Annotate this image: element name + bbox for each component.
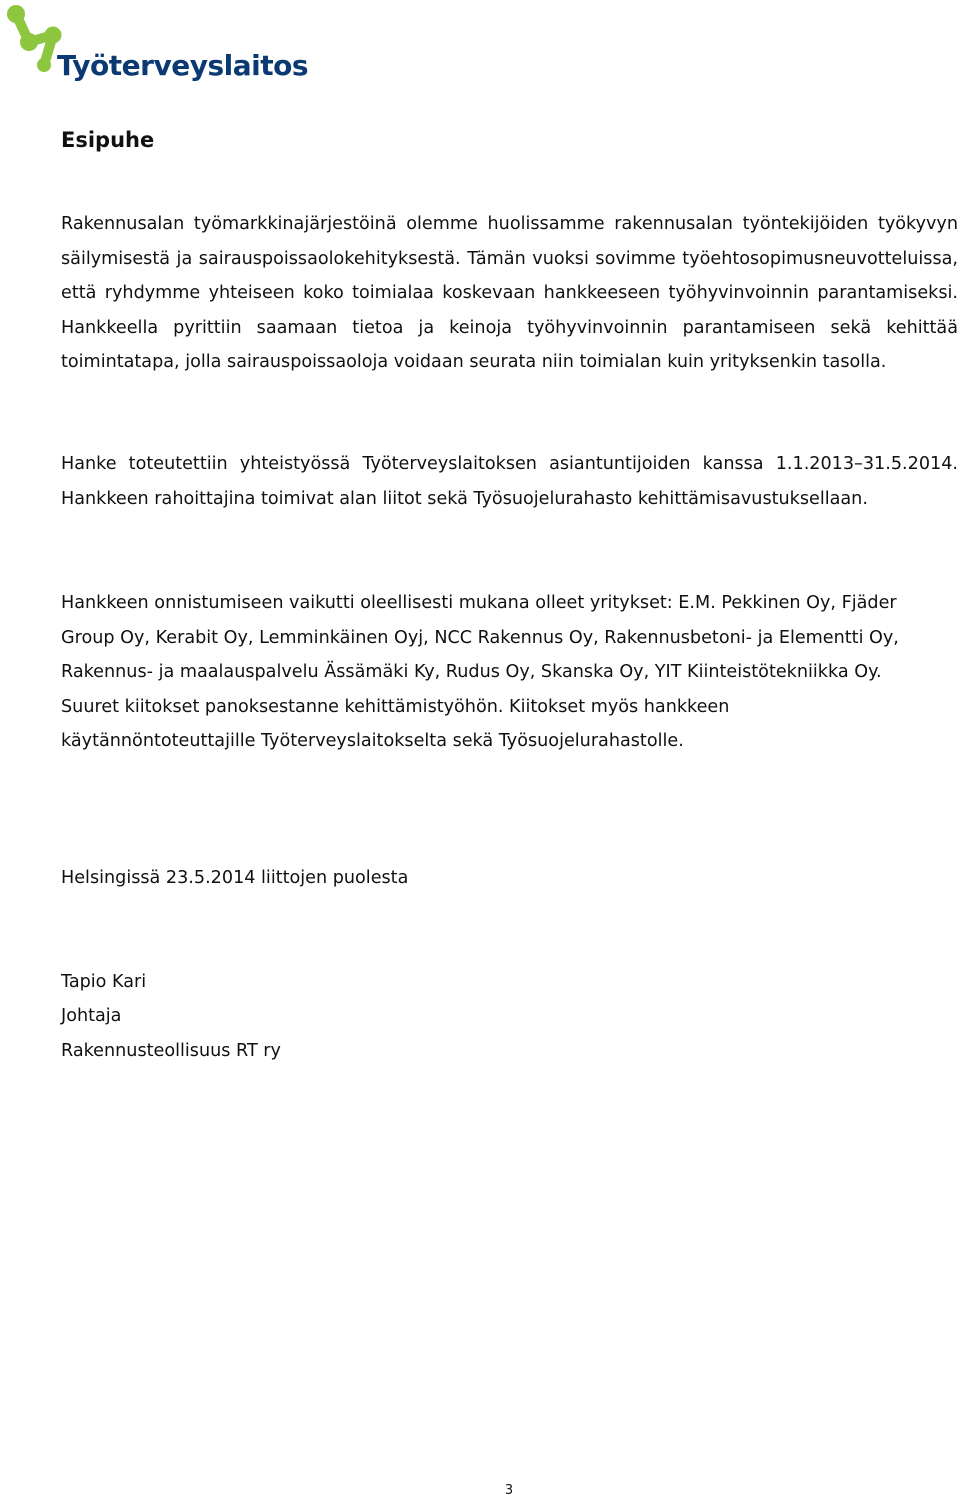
- paragraph-3: Hankkeen onnistumiseen vaikutti oleellisesti mukana olleet yritykset: E.M. Pekkinen Oy, Fjäder Group Oy, Kerabit Oy, Lemminkäinen Oyj, NCC Rakennus Oy, Rakennusbetoni- ja Elementti Oy, Rakennus- ja maalauspalvelu Ässämäki Ky, Rudus Oy, Skanska Oy, YIT Kiinteistötekniikka Oy. Suuret kiitokset panoksestanne kehittämistyöhön. Kiitokset myös hankkeen käytännöntoteuttajille Työterveyslaitokselta sekä Työsuojelurahastolle.: [61, 593, 899, 751]
- signature-role: Johtaja: [61, 1006, 122, 1026]
- tyoterveyslaitos-logo: [4, 2, 308, 94]
- paragraph-1: Rakennusalan työmarkkinajärjestöinä olemme huolissamme rakennusalan työntekijöiden työkyvyn säilymisestä ja sairauspoissaolokehityksestä. Tämän vuoksi sovimme työehtosopimusneuvotteluissa, että ryhdymme yhteiseen koko toimialaa koskevaan hankkeeseen työhyvinvoinnin parantamiseksi. Hankkeella pyrittiin saamaan tietoa ja keinoja työhyvinvoinnin parantamiseen sekä kehittää toimintatapa, jolla sairauspoissaoloja voidaan seurata niin toimialan kuin yrityksenkin tasolla.: [61, 214, 958, 372]
- logo-wordmark: Työterveyslaitos: [57, 49, 308, 82]
- signature-organization: Rakennusteollisuus RT ry: [61, 1041, 281, 1061]
- page-title: Esipuhe: [61, 128, 155, 152]
- page-number: 3: [504, 1483, 514, 1498]
- place-date: Helsingissä 23.5.2014 liittojen puolesta: [61, 868, 409, 888]
- paragraph-2: Hanke toteutettiin yhteistyössä Työterveyslaitoksen asiantuntijoiden kanssa 1.1.2013–31.5.2014. Hankkeen rahoittajina toimivat alan liitot sekä Työsuojelurahasto kehittämisavustuksellaan.: [61, 454, 958, 509]
- signature-name: Tapio Kari: [61, 972, 147, 992]
